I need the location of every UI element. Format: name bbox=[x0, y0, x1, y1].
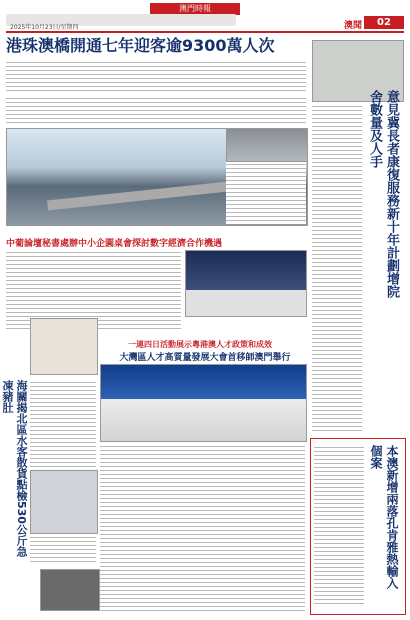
customs-headline: 海關揭北區水客散貨點檢530公斤急凍豬肚 bbox=[1, 380, 28, 557]
chikungunya-headline: 本澳新增兩落孔肯雅熱輸入個案 bbox=[369, 445, 399, 589]
lead-headline: 港珠澳橋開通七年迎客逾9300萬人次 bbox=[6, 36, 275, 55]
elderly-headline: 意見冀長者康復服務新十年計劃增院舍數量及人手 bbox=[367, 90, 399, 298]
customs-text-2 bbox=[30, 535, 96, 565]
elderly-text bbox=[312, 104, 362, 434]
date-bar bbox=[6, 14, 236, 31]
chikungunya-text bbox=[314, 445, 364, 607]
caption-block bbox=[226, 162, 306, 224]
talent-kicker: 一連四日活動展示粵港澳人才政策和成效 bbox=[128, 340, 272, 349]
lead-text-block bbox=[6, 60, 306, 94]
masthead: 澳門時報 bbox=[150, 3, 240, 15]
date-line: 2025年10月23日/星期四 bbox=[10, 24, 79, 31]
header-rule bbox=[6, 31, 404, 33]
section-label: 澳聞 bbox=[344, 21, 363, 31]
customs-photo-3 bbox=[40, 569, 100, 611]
talent-text bbox=[100, 444, 305, 614]
page-number: 02 bbox=[364, 16, 404, 29]
forum-headline: 中葡論壇秘書處辦中小企圓桌會探討數字經濟合作機遇 bbox=[6, 239, 223, 249]
customs-photo-1 bbox=[30, 318, 98, 375]
customs-text bbox=[30, 380, 96, 468]
forum-photo bbox=[185, 250, 307, 317]
talent-conference-photo bbox=[100, 364, 307, 442]
traffic-photo bbox=[226, 128, 308, 162]
customs-photo-2 bbox=[30, 470, 98, 534]
talent-headline: 大灣區人才高質量發展大會首移師澳門舉行 bbox=[119, 353, 291, 363]
lead-text-block-2 bbox=[6, 96, 306, 126]
